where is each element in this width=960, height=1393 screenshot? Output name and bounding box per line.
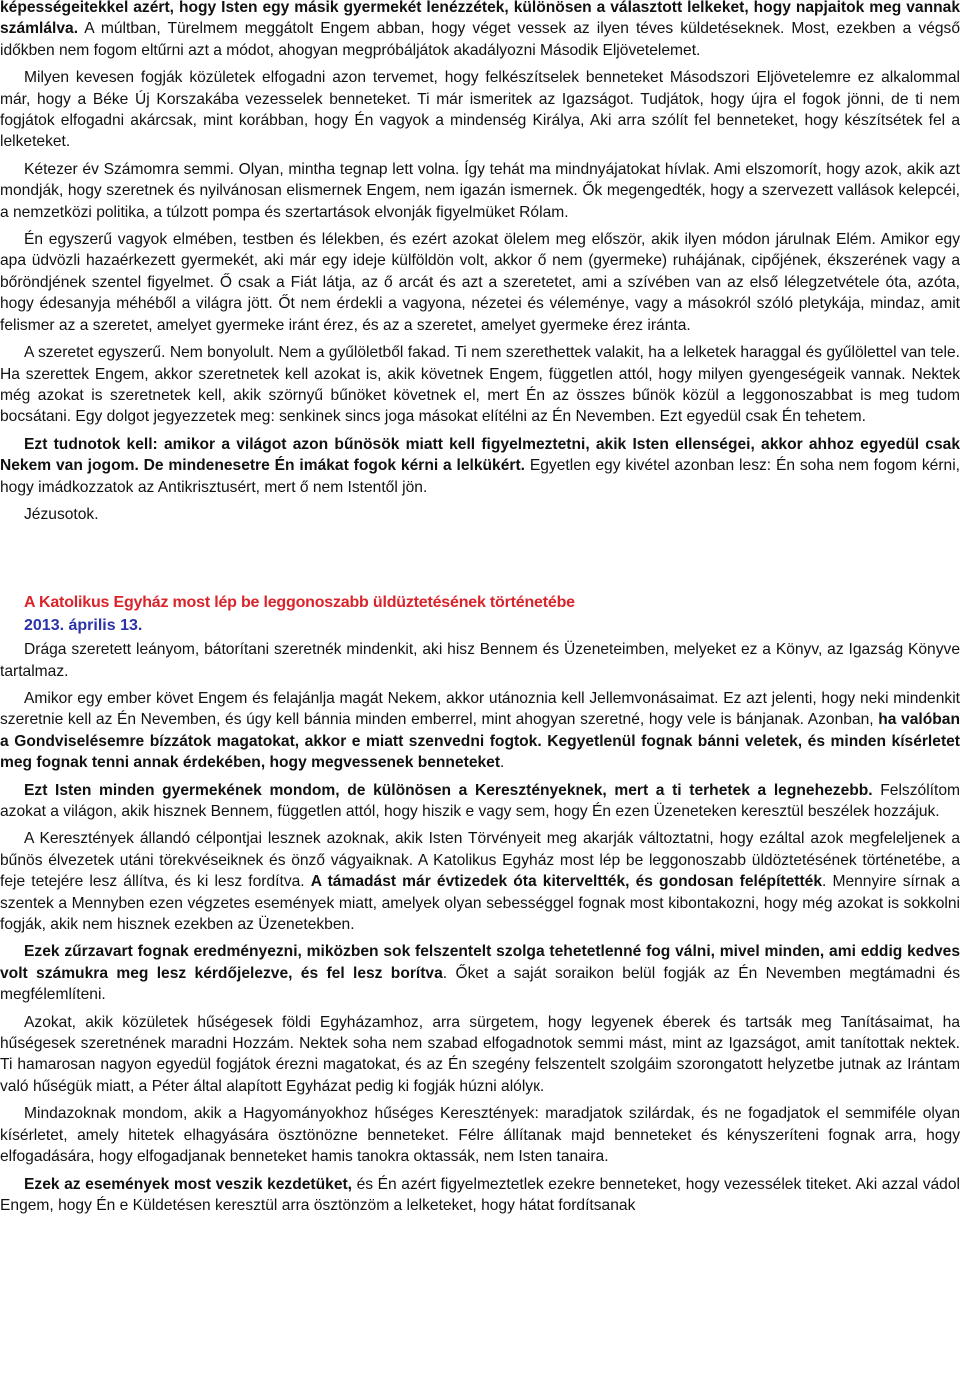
- paragraph: [0, 828, 960, 935]
- message-continued: [0, 0, 960, 525]
- paragraph: A szeretet egyszerű. Nem bonyolult. Nem a gyűlöletből fakad. Ti nem szerethettek valakit, ha a lelketek haraggal és gyűlölettel van tele. Ha szerettek Engem, akkor szeretnetek kell azokat is, akik követnek Engem, független attól, hogy milyen gyengeségeik vannak. Nektek még azokat is szeretnetek kell, akik szörnyű bűnöket követnek el, mert Én az összes bűnök közül a leggonoszabbat is meg tudom bocsátani. Egy dolgot jegyezzetek meg: senkinek sincs joga másokat elítélni az Én Nevemben. Ezt egyedül csak Én tehetem.: [0, 344, 960, 426]
- paragraph: Milyen kevesen fogják közületek elfogadni azon tervemet, hogy felkészítselek benneteket Másodszori Eljövetelemre ez alkalommal már, hogy a Béke Új Korszakába vezesselek benneteket. Ti már ismeritek az Igazságot. Tudjátok, hogy újra el fogok jönni, de ti nem fogjátok elfogadni akárcsak, mint korábban, hogy Én vagyok a mindenség Királya, Aki arra szólít fel benneteket, hogy készítsétek fel a lelketeket.: [0, 69, 960, 151]
- text: A múltban, Türelmem meggátolt Engem abban, hogy véget vessek az ilyen téves küldetéseknek. Most, ezekben a végső időkben nem fogom eltűrni azt a módot, ahogyan megpróbáljátok akadályozni Második Eljövetelemet.: [0, 20, 960, 59]
- text: Amikor egy ember követ Engem és felajánlja magát Nekem, akkor utánoznia kell Jellemvonásaimat. Ez azt jelenti, hogy neki mindenkit szeretnie kell az Én Nevemben, és úgy kell bánnia minden emberrel, mint ahogyan szeretné, hogy vele is bánjanak. Azonban,: [0, 689, 960, 729]
- text: A Keresztények állandó célpontjai lesznek azoknak, akik Isten Törvényeit meg akarják változtatni, hogy ezáltal azok megfeleljenek a bűnös élvezetek utáni törekvéseiknek és önző vágyaiknak. A Katolikus Egyház most lép be leggonoszabb üldöztetésének történetébe, a feje tetejére lesz állítva, és ki lesz fordítva.: [0, 830, 960, 891]
- paragraph: [0, 780, 960, 823]
- paragraph: Én egyszerű vagyok elmében, testben és lélekben, és ezért azokat ölelem meg először, akik ilyen módon járulnak Elém. Amikor egy apa üdvözli hazaérkezett gyermekét, aki már egy ideje külföldön volt, akkor ő nem (gyermeke) ruhájának, cipőjének, ékszerének vagy a bőröndjének szentel figyelmet. Ő csak a Fiát látja, az ő arcát és azt a szeretetet, ami a szívében van az első lélegzetvétele óta, azóta, hogy édesanyja méhéből a világra jött. Őt nem érdekli a vagyona, nézetei és véleménye, vagy a másokról szóló pletykája, mindaz, amit felismer az a szeretet, amelyet gyermeke iránt érez, és az a szeretet, amelyet gyermeke érez iránta.: [0, 231, 960, 334]
- message-date: 2013. április 13.: [24, 616, 143, 634]
- paragraph: [0, 688, 960, 774]
- bold-text: ha valóban a Gondviselésemre bízzátok magatokat, akkor e miatt szenvedni fogtok. Kegyetlenül fognak bánni veletek, és minden kísérletet meg fognak tenni annak érdekében, hogy megvessenek benneteket: [0, 711, 960, 772]
- paragraph: Mindazoknak mondom, akik a Hagyományokhoz hűséges Keresztények: maradjatok szilárdak, és ne fogadjatok el semmiféle olyan kísérletet, amely hitetek elhagyására ösztönözne benneteket. Félre állítanak majd benneteket és kényszeríteni fognak arra, hogy elfogadására, hogy elfogadjanak benneteket hamis tanokra oktassák, nem Isten tanaira.: [0, 1105, 960, 1166]
- text: .: [500, 754, 505, 772]
- paragraph: Azokat, akik közületek hűségesek földi Egyházamhoz, arra sürgetem, hogy legyenek éberek és tartsák meg Tanításaimat, ha hűségesek szeretnének maradni Hozzám. Nektek soha nem szabad elfogadnotok semmi mást, mint az Igazságot, amit tanítottak nektek. Ti hamarosan nagyon egyedül fogjátok érezni magatokat, és az Én szegény felszentelt szolgáim szorongatott helyzetbe jutnak az Irántam való hűségük miatt, a Péter által alapított Egyházat pedig ki fogják húzni alólук.: [0, 1013, 960, 1095]
- paragraph: [0, 941, 960, 1005]
- message-new: [0, 592, 960, 1216]
- bold-text: Ezt Isten minden gyermekének mondom, de különösen a Keresztényeknek, mert a ti terhetek a legnehezebb.: [24, 781, 873, 799]
- bold-text: A támadást már évtizedek óta kiterveltték, és gondosan felépítették: [310, 873, 822, 891]
- paragraph: [0, 1174, 960, 1217]
- text: . Őket a saját soraikon belül fogják az Én Nevemben megtámadni és megfélemlíteni.: [0, 964, 960, 1004]
- paragraph: [0, 0, 960, 61]
- signature: Jézusotok.: [24, 505, 99, 523]
- text: . Mennyire sírnak a szentek a Mennyben ezen végzetes események miatt, amelyek olyan sebességgel fognak most kibontakozni, hogy még azokat is sokkolni fogják, akik nem hisznek ezekben az Üzenetekben.: [0, 873, 960, 934]
- bold-text: Ezt tudnotok kell: amikor a világot azon bűnösök miatt kell figyelmeztetni, akik Isten ellenségei, akkor ahhoz egyedül csak Nekem van jogom. De mindenesetre Én imákat fogok kérni a lelkükért.: [0, 435, 960, 475]
- paragraph: Kétezer év Számomra semmi. Olyan, mintha tegnap lett volna. Így tehát ma mindnyájatokat hívlak. Ami elszomorít, hogy azok, akik azt mondják, hogy szeretnek és nyilvánosan elismernek Engem, nem igazán ismernek. Ők megengedték, hogy a szervezett vallások kelepcéi, a nemzetközi politika, a túlzott pompa és szertartások elvonják figyelmüket Rólam.: [0, 160, 960, 221]
- text: Felszólítom azokat a világon, akik hisznek Bennem, független attól, hogy hiszik e vagy sem, hogy Én ezen Üzeneteken keresztül beszélek hozzájuk.: [0, 781, 960, 820]
- paragraph: Drága szeretett leányom, bátorítani szeretnék mindenkit, aki hisz Bennem és Üzeneteimben, melyeket ez a Könyv, az Igazság Könyve tartalmaz.: [0, 641, 960, 680]
- bold-text: képességeitekkel azért, hogy Isten egy másik gyermekét lenézzétek, különösen a választott lelkeket, hogy napjaitok meg vannak számlálva.: [0, 0, 960, 38]
- message-title: A Katolikus Egyház most lép be leggonoszabb üldüztetésének történetébe: [24, 594, 575, 612]
- text: Egyetlen egy kivétel azonban lesz: Én soha nem fogom kérni, hogy imádkozzatok az Antikrisztusért, mert ő nem Istentől jön.: [0, 457, 960, 496]
- text: és Én azért figyelmeztetlek ezekre benneteket, hogy vezessélek titeket. Aki azzal vádol Engem, hogy Én e Küldetésen keresztül arra ösztönzöm a lelketeket, hogy hátat fordítsanak: [0, 1175, 960, 1214]
- paragraph: [0, 434, 960, 498]
- bold-text: Ezek zűrzavart fognak eredményezni, miközben sok felszentelt szolga tehetetlenné fog válni, mivel minden, ami eddig kedves volt számukra meg lesz kérdőjelezve, és fel lesz borítva: [0, 943, 960, 982]
- bold-text: Ezek az események most veszik kezdetüket,: [24, 1175, 353, 1193]
